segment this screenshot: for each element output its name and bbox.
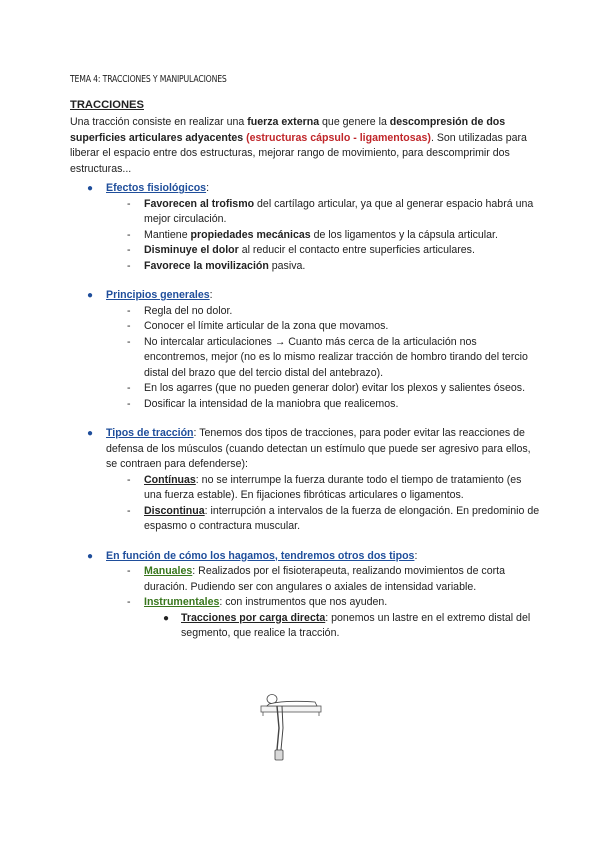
item-text: : con instrumentos que nos ayuden. — [219, 596, 388, 608]
link-principios[interactable]: Principios generales — [106, 289, 210, 301]
bullet-suffix: : — [206, 182, 210, 194]
bullet-icon: ● — [163, 612, 170, 624]
item-text: : Realizados por el fisioterapeuta, realizando movimientos de corta duración. Pudiendo ser con angulares o axiales de intensidad variable. — [144, 565, 505, 593]
intro-text: . Son utilizadas para liberar el espacio entre dos estructuras, mejorar rango de movimiento, para descomprimir dos estructuras... — [70, 131, 527, 175]
item-text: de los ligamentos y la cápsula articular. — [310, 228, 498, 241]
list-item — [70, 595, 540, 611]
tipos-section — [70, 426, 540, 535]
funcion-section — [70, 549, 540, 642]
document-body — [70, 72, 540, 642]
principios-section — [70, 288, 540, 412]
list-item — [70, 304, 540, 320]
dash-icon: - — [127, 335, 131, 348]
list-item — [70, 197, 540, 228]
item-text: Conocer el límite articular de la zona que movamos. — [144, 320, 389, 332]
item-text: Dosificar la intensidad de la maniobra que realicemos. — [144, 397, 399, 410]
dash-icon: - — [127, 473, 131, 486]
list-item — [70, 473, 540, 504]
item-bold: Favorecen al trofismo — [144, 197, 255, 210]
dash-icon: - — [127, 596, 131, 608]
bullet-icon: ● — [87, 428, 94, 439]
bullet-funcion — [70, 549, 540, 565]
intro-bold: descompresión de dos superficies articulares adyacentes — [70, 116, 506, 144]
link-tipos[interactable]: Tipos de tracción — [106, 427, 194, 439]
bullet-principios — [70, 288, 540, 304]
section-heading: TRACCIONES — [70, 98, 144, 111]
intro-text: Una tracción consiste en realizar una — [70, 116, 248, 128]
dash-icon: - — [127, 259, 131, 272]
item-text: del cartílago articular, ya que al generar espacio habrá una mejor circulación. — [144, 197, 534, 225]
dash-icon: - — [127, 197, 131, 210]
sub-item-label: Tracciones por carga directa — [181, 611, 326, 624]
bullet-suffix: : — [209, 289, 213, 301]
list-item — [70, 397, 540, 413]
page-title: TEMA 4: TRACCIONES Y MANIPULACIONES — [70, 74, 227, 85]
dash-icon: - — [127, 382, 131, 394]
intro-text: que genere la — [319, 116, 390, 128]
bullet-icon: ● — [87, 290, 94, 301]
intro-red-text: (estructuras cápsulo - ligamentosas) — [246, 131, 431, 144]
list-item — [70, 564, 540, 595]
link-efectos[interactable]: Efectos fisiológicos — [106, 182, 207, 194]
bullet-tipos — [70, 426, 540, 473]
list-item — [70, 504, 540, 535]
intro-paragraph — [70, 115, 540, 177]
list-item — [70, 319, 540, 335]
list-item — [70, 243, 540, 259]
item-bold: Favorece la movilización — [144, 259, 269, 272]
dash-icon: - — [127, 320, 131, 332]
link-instrumentales[interactable]: Instrumentales — [144, 596, 220, 608]
list-item — [70, 228, 540, 244]
item-text: : no se interrumpe la fuerza durante todo el tiempo de tratamiento (es una fuerza estable). En fijaciones fibróticas articulares o ligamentos. — [144, 473, 522, 501]
item-bold: Disminuye el dolor — [144, 244, 239, 256]
item-label: Contínuas — [144, 473, 196, 486]
item-label: Discontinua — [144, 504, 205, 517]
bullet-text: : Tenemos dos tipos de tracciones, para poder evitar las reacciones de defensa de los músculos (cuando detectan un estímulo que puede ser agresivo para ellos, se contraen para defenderse): — [106, 427, 531, 470]
efectos-section — [70, 181, 540, 274]
list-item — [70, 259, 540, 275]
bullet-efectos — [70, 181, 540, 197]
item-text: No intercalar articulaciones → Cuanto más cerca de la articulación nos encontremos, mejor (no es lo mismo realizar tracción de hombro tirando del tercio distal del brazo que del tercio distal del antebrazo). — [144, 335, 528, 379]
dash-icon: - — [127, 397, 131, 410]
list-item — [70, 381, 540, 397]
item-text: : interrupción a intervalos de la fuerza de elongación. En predominio de espasmo o contractura muscular. — [144, 504, 540, 532]
dash-icon: - — [127, 244, 131, 256]
bullet-icon: ● — [87, 550, 94, 562]
link-manuales[interactable]: Manuales — [144, 565, 193, 577]
dash-icon: - — [127, 304, 131, 317]
item-text: pasiva. — [268, 259, 306, 272]
dash-icon: - — [127, 228, 131, 241]
list-item — [70, 335, 540, 382]
item-text: Mantiene — [144, 228, 191, 241]
link-funcion[interactable]: En función de cómo los hagamos, tendremos otros dos tipos — [106, 549, 415, 562]
bullet-suffix: : — [414, 549, 418, 562]
item-text: al reducir el contacto entre superficies articulares. — [238, 244, 475, 256]
sub-item-text: : ponemos un lastre en el extremo distal del segmento, que realice la tracción. — [181, 611, 531, 639]
item-text: En los agarres (que no pueden generar dolor) evitar los plexos y salientes óseos. — [144, 382, 526, 394]
patient-traction-illustration — [255, 690, 325, 764]
dash-icon: - — [127, 504, 131, 517]
item-text: Regla del no dolor. — [144, 304, 233, 317]
intro-bold: fuerza externa — [247, 116, 320, 128]
dash-icon: - — [127, 565, 131, 577]
bullet-icon: ● — [87, 183, 94, 194]
sub-list-item — [70, 611, 540, 642]
item-bold: propiedades mecánicas — [190, 228, 311, 241]
